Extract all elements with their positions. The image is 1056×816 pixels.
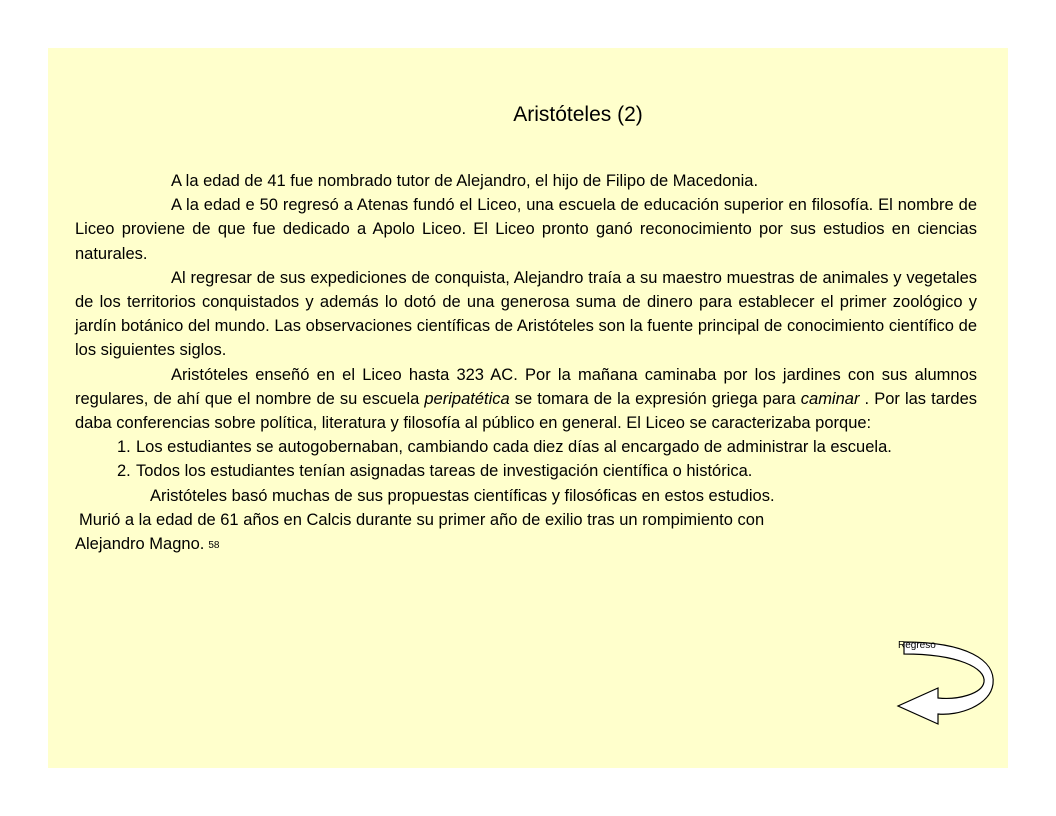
paragraph-propuestas: Aristóteles basó muchas de sus propuestas científicas y filosóficas en estos estudios.: [150, 486, 775, 505]
back-button[interactable]: [896, 638, 996, 728]
list-item-number: 1.: [117, 438, 131, 457]
slide-title: Aristóteles (2): [513, 103, 643, 126]
list-item-text: Todos los estudiantes tenían asignadas tareas de investigación científica o histórica.: [136, 462, 753, 481]
paragraph-ensenanza-part-b: se tomara de la expresión griega para: [509, 389, 801, 408]
paragraph-liceo: A la edad e 50 regresó a Atenas fundó el Liceo, una escuela de educación superior en filosofía. El nombre de Liceo proviene de que fue dedicado a Apolo Liceo. El Liceo pronto ganó reconocimiento por sus estudios en ciencias naturales.: [75, 196, 977, 263]
paragraph-muerte: [75, 508, 977, 558]
slide: [48, 48, 1008, 768]
list-item: [75, 459, 977, 483]
paragraph-expediciones: Al regresar de sus expediciones de conquista, Alejandro traía a su maestro muestras de animales y vegetales de los territorios conquistados y además lo dotó de una generosa suma de dinero para establecer el primer zoológico y jardín botánico del mundo. Las observaciones científicas de Aristóteles son la fuente principal de conocimiento científico de los siguientes siglos.: [75, 268, 977, 360]
back-label: Regreso: [898, 640, 936, 651]
list-item-number: 2.: [117, 462, 131, 481]
paragraph-ensenanza: [75, 363, 977, 436]
liceo-characteristics-list: [75, 435, 977, 483]
list-item: [75, 435, 977, 459]
page-number: 58: [208, 540, 220, 552]
term-caminar: caminar: [800, 389, 860, 408]
paragraph-muerte-line-2: Alejandro Magno.: [75, 535, 205, 554]
list-item-text: Los estudiantes se autogobernaban, cambiando cada diez días al encargado de administrar la escuela.: [136, 438, 892, 457]
term-peripatetica: peripatética: [424, 389, 510, 408]
paragraph-tutor: A la edad de 41 fue nombrado tutor de Alejandro, el hijo de Filipo de Macedonia.: [171, 172, 759, 190]
paragraph-ensenanza-part-c: . Por las tardes daba conferencias sobre política, literatura y filosofía al público en general. El Liceo se caracterizaba porque:: [75, 389, 977, 433]
paragraph-ensenanza-part-a: Aristóteles enseñó en el Liceo hasta 323 AC. Por la mañana caminaba por los jardines con sus alumnos regulares, de ahí que el nombre de su escuela: [75, 365, 977, 408]
u-turn-arrow-icon: [896, 638, 996, 728]
slide-body: [75, 169, 977, 558]
paragraph-muerte-line-1: Murió a la edad de 61 años en Calcis durante su primer año de exilio tras un rompimiento con: [79, 510, 765, 529]
